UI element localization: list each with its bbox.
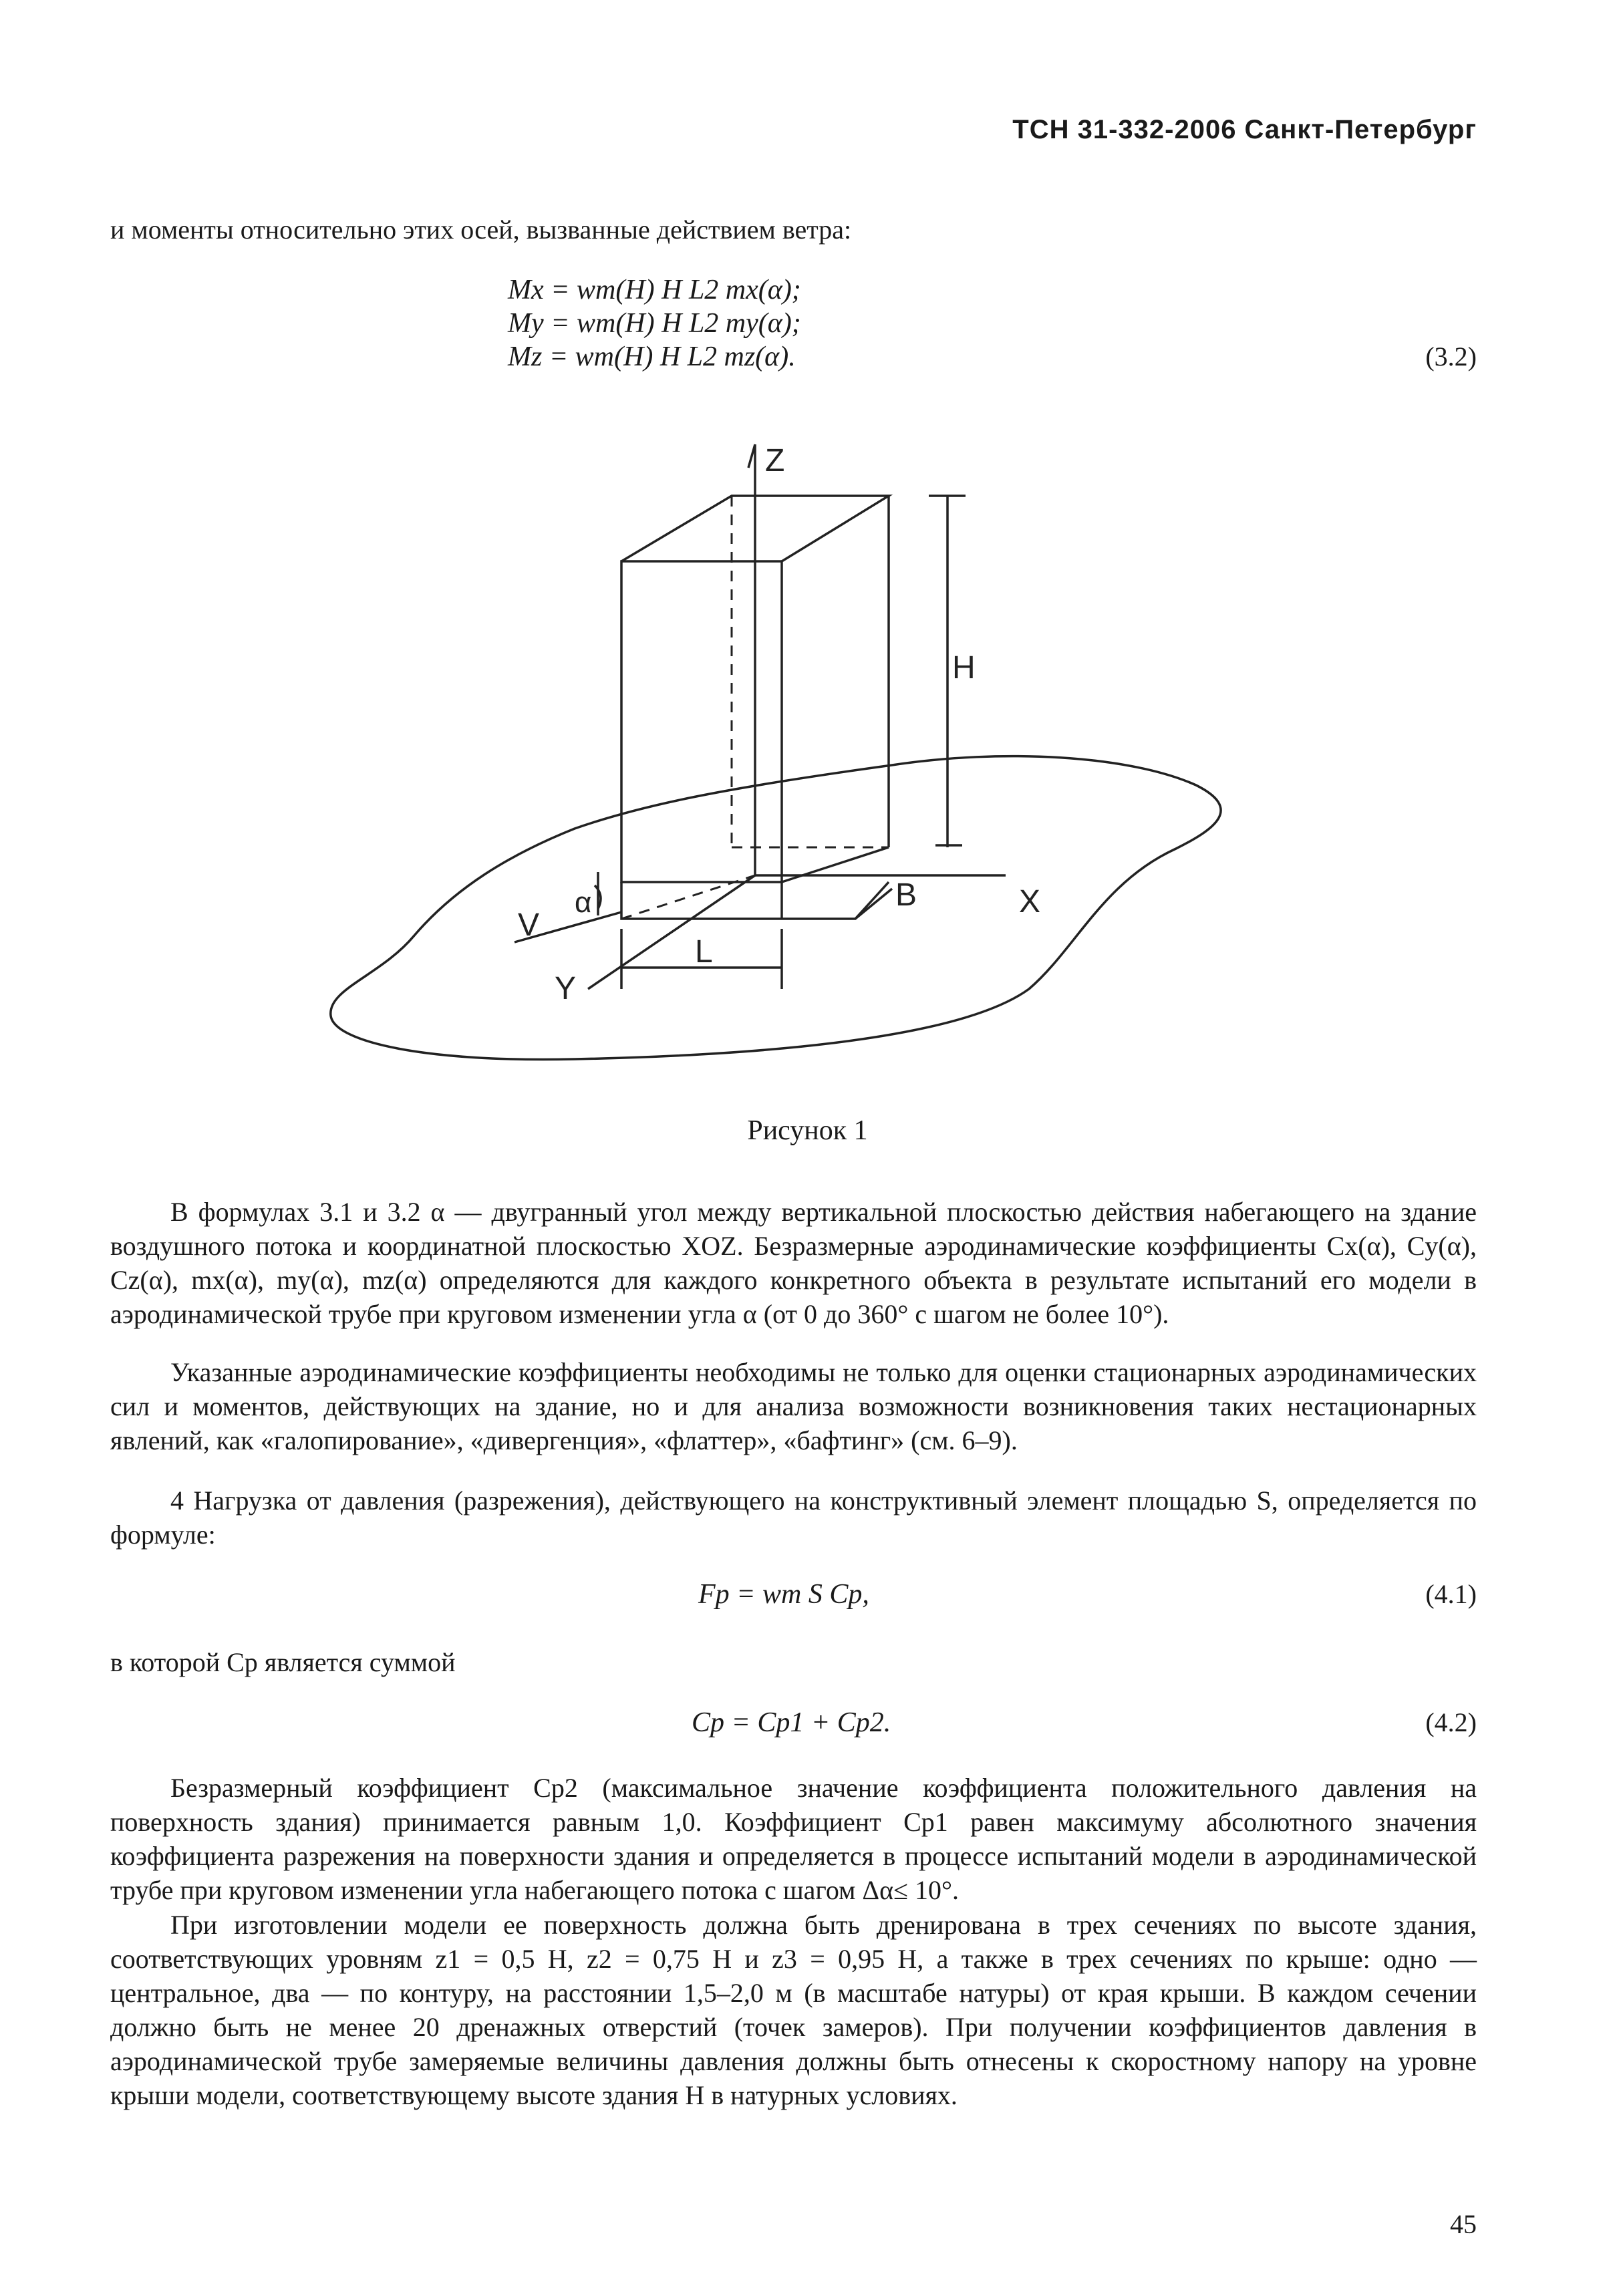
paragraph-angle-definition: В формулах 3.1 и 3.2 α — двугранный угол между вертикальной плоскостью действия набегающего на здание воздушного потока и координатной плоскостью XOZ. Безразмерные аэродинамические коэффициенты Cx(α), Cy(α), Cz(α), mx(α), my(α), mz(α) определяются для каждого конкретного объекта в результате испытаний его модели в аэродинамической трубе при круговом изменении угла α (от 0 до 360° с шагом не более 10°). [110, 1197, 1477, 1329]
equation-3-2-line-1: Mx = wm(H) H L2 mx(α); [508, 275, 801, 305]
paragraph-pressure-load: 4 Нагрузка от давления (разрежения), действующего на конструктивный элемент площадью S, определяется по формуле: [110, 1485, 1477, 1550]
page-number: 45 [1450, 2209, 1477, 2239]
equation-3-2-line-2: My = wm(H) H L2 my(α); [508, 308, 801, 339]
label-h: H [952, 650, 976, 686]
equation-4-2: Cp = Cp1 + Cp2. [692, 1707, 891, 1738]
label-y: Y [555, 971, 577, 1006]
ground-outline [331, 756, 1221, 1060]
equation-4-1-number: (4.1) [1425, 1579, 1477, 1609]
running-header: ТСН 31-332-2006 Санкт-Петербург [1012, 115, 1477, 144]
equation-4-1: Fp = wm S Cp, [698, 1579, 869, 1610]
paragraph-cp-coefficients: Безразмерный коэффициент Cp2 (максимальное значение коэффициента положительного давления на поверхность здания) принимается равным 1,0. Коэффициент Cp1 равен максимуму абсолютного значения коэффициента разрежения на поверхности здания и определяется в процессе испытаний модели в аэродинамической трубе при круговом изменении угла набегающего потока с шагом Δα≤ 10°. [110, 1773, 1477, 1905]
building-coordinate-figure [0, 0, 1615, 1096]
label-l: L [695, 934, 713, 970]
paragraph-coefficients-usage: Указанные аэродинамические коэффициенты необходимы не только для оценки стационарных аэродинамических сил и моментов, действующих на здание, но и для анализа возможности возникновения таких нестационарных явлений, как «галопирование», «дивергенция», «флаттер», «бафтинг» (см. 6–9). [110, 1357, 1477, 1455]
equation-4-2-number: (4.2) [1425, 1707, 1477, 1737]
label-x: X [1019, 884, 1041, 919]
paragraph-model-drainage: При изготовлении модели ее поверхность должна быть дренирована в трех сечениях по высоте здания, соответствующих уровням z1 = 0,5 H, z2 = 0,75 H и z3 = 0,95 H, а также в трех сечениях по крыше: одно — центральное, два — по контуру, на расстоянии 1,5–2,0 м (в масштабе натуры) от края крыши. В каждом сечении должно быть не менее 20 дренажных отверстий (точек замеров). При получении коэффициентов давления в аэродинамической трубе замеряемые величины давления должны быть отнесены к скоростному напору на уровне крыши модели, соответствующему высоте здания H в натурных условиях. [110, 1910, 1477, 2110]
y-axis [588, 875, 755, 989]
label-b: B [895, 877, 917, 913]
sum-intro-line: в которой Cp является суммой [110, 1647, 456, 1677]
label-alpha: α [575, 886, 592, 919]
equation-3-2-number: (3.2) [1425, 341, 1477, 372]
building-base [621, 882, 889, 919]
width-dimension [855, 889, 892, 919]
label-z: Z [765, 443, 785, 478]
intro-line: и моменты относительно этих осей, вызванные действием ветра: [110, 214, 852, 245]
label-v: V [518, 907, 540, 943]
building-front-face [621, 561, 782, 882]
figure-caption: Рисунок 1 [747, 1115, 868, 1146]
equation-3-2-line-3: Mz = wm(H) H L2 mz(α). [508, 341, 796, 372]
